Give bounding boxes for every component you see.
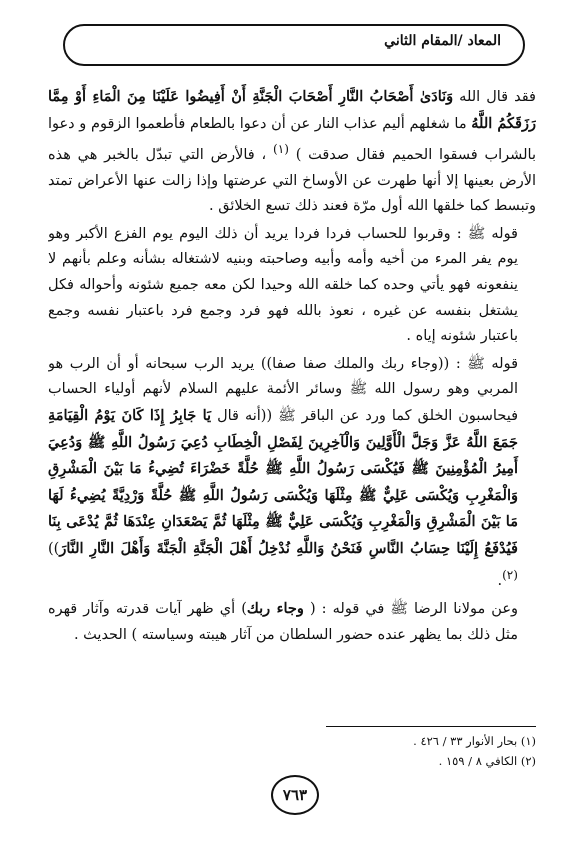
quran-verse: وَنَادَىٰ أَصْحَابُ النَّارِ أَصْحَابَ الْجَنَّةِ أَنْ أَفِيضُوا عَلَيْنَا مِنَ الْمَاءِ أَوْ مِمَّا رَزَقَكُمُ اللَّهُ <box>48 88 536 132</box>
footnote-divider <box>326 726 536 727</box>
footnote-ref-1: (١) <box>272 142 289 157</box>
paragraph-3 <box>48 352 536 594</box>
running-header <box>63 24 525 66</box>
running-header-title: المعاد /المقام الثاني <box>384 33 501 49</box>
footnotes <box>290 731 536 771</box>
paragraph-1-lead: فقد قال الله <box>453 89 536 105</box>
paragraph-1-tail: ، فالأرض التي تبدّل بالخبر هي هذه الأرض بعينها إلا أنها طهرت عن الأوساخ التي عرضتها وإذا زالت عنها الأعراض تمتد وتبسط كما خلقها الله أول مرّة فعند ذلك تسع الخلائق . <box>48 147 536 215</box>
footnote-ref-2: (٢) <box>502 567 518 582</box>
footnote-1: (١) بحار الأنوار ٣٣ / ٤٢٦ . <box>413 734 536 748</box>
paragraph-4-text: ) أي ظهر آيات قدرته وآثار قهره مثل ذلك بما يظهر عنده حضور السلطان من آثار هيبته وسياسته ) الحديث . <box>48 600 518 643</box>
paragraph-4-lead: وعن مولانا الرضا ﷺ في قوله : ( <box>303 600 518 617</box>
paragraph-3-close: )) <box>48 540 60 557</box>
paragraph-4 <box>48 596 536 648</box>
paragraph-3-tail: . <box>497 572 503 589</box>
paragraph-1 <box>48 84 536 220</box>
paragraph-2: قوله ﷺ : وقربوا للحساب فردا فردا يريد أن ذلك اليوم يوم الفزع الأكبر وهو يوم يفر المرء من أخيه وأمه وأبيه وصاحبته وبنيه لاشتغاله بشأنه وعلم بأنهم لا ينفعونه فهو يأتي وحده كما خلقه الله وحيدا لكن معه جميع شئونه وأحواله فكل يشتغل بنفسه عن غيره ، نعوذ بالله فهو فرد وجمع فرد باعتبار نفسه وجمع باعتبار شئونه إياه . <box>48 225 518 345</box>
paragraph-4-keyword: وجاء ربك <box>246 599 304 617</box>
page-number: ٧٦٣ <box>282 786 308 804</box>
paragraph-3-lead: قوله ﷺ : ((وجاء ربك والملك صفا صفا)) يريد الرب سبحانه أو أن الرب هو المربي وهو رسول الله ﷺ وسائر الأئمة عليهم السلام لأنهم أولياء الحساب فيحاسبون الخلق كما ورد عن الباقر ﷺ ((أنه قال <box>48 355 519 424</box>
footnote-2: (٢) الكافي ٨ / ١٥٩ . <box>438 754 536 768</box>
page-number-badge <box>271 775 319 815</box>
paragraph-1-text: ما شغلهم أليم عذاب النار عن أن دعوا بالطعام فأطعموا الزقوم و دعوا بالشراب فسقوا الحميم فقال صدقت ) <box>48 115 536 164</box>
body-text <box>48 84 536 720</box>
hadith-quote: يَا جَابِرُ إِذَا كَانَ يَوْمُ الْقِيَامَةِ جَمَعَ اللَّهُ عَزَّ وَجَلَّ الْأَوَّلِينَ وَالْآخِرِينَ لِفَصْلِ الْخِطَابِ دُعِيَ رَسُولُ اللَّهِ ﷺ وَدُعِيَ أَمِيرُ الْمُؤْمِنِينَ ﷺ فَيُكْسَى رَسُولُ اللَّهِ ﷺ حُلَّةً خَضْرَاءَ تُضِيءُ مَا بَيْنَ الْمَشْرِقِ وَالْمَغْرِبِ وَيُكْسَى عَلِيٌّ ﷺ مِثْلَهَا وَيُكْسَى رَسُولُ اللَّهِ ﷺ حُلَّةً وَرْدِيَّةً يُضِيءُ لَهَا مَا بَيْنَ الْمَشْرِقِ وَالْمَغْرِبِ وَيُكْسَى عَلِيٌّ ﷺ مِثْلَهَا ثُمَّ يَصْعَدَانِ عِنْدَهَا ثُمَّ يُدْعَى بِنَا فَيُدْفَعُ إِلَيْنَا حِسَابُ النَّاسِ فَنَحْنُ وَاللَّهِ نُدْخِلُ أَهْلَ الْجَنَّةِ الْجَنَّةَ وَأَهْلَ النَّارِ النَّارَ <box>48 406 518 557</box>
